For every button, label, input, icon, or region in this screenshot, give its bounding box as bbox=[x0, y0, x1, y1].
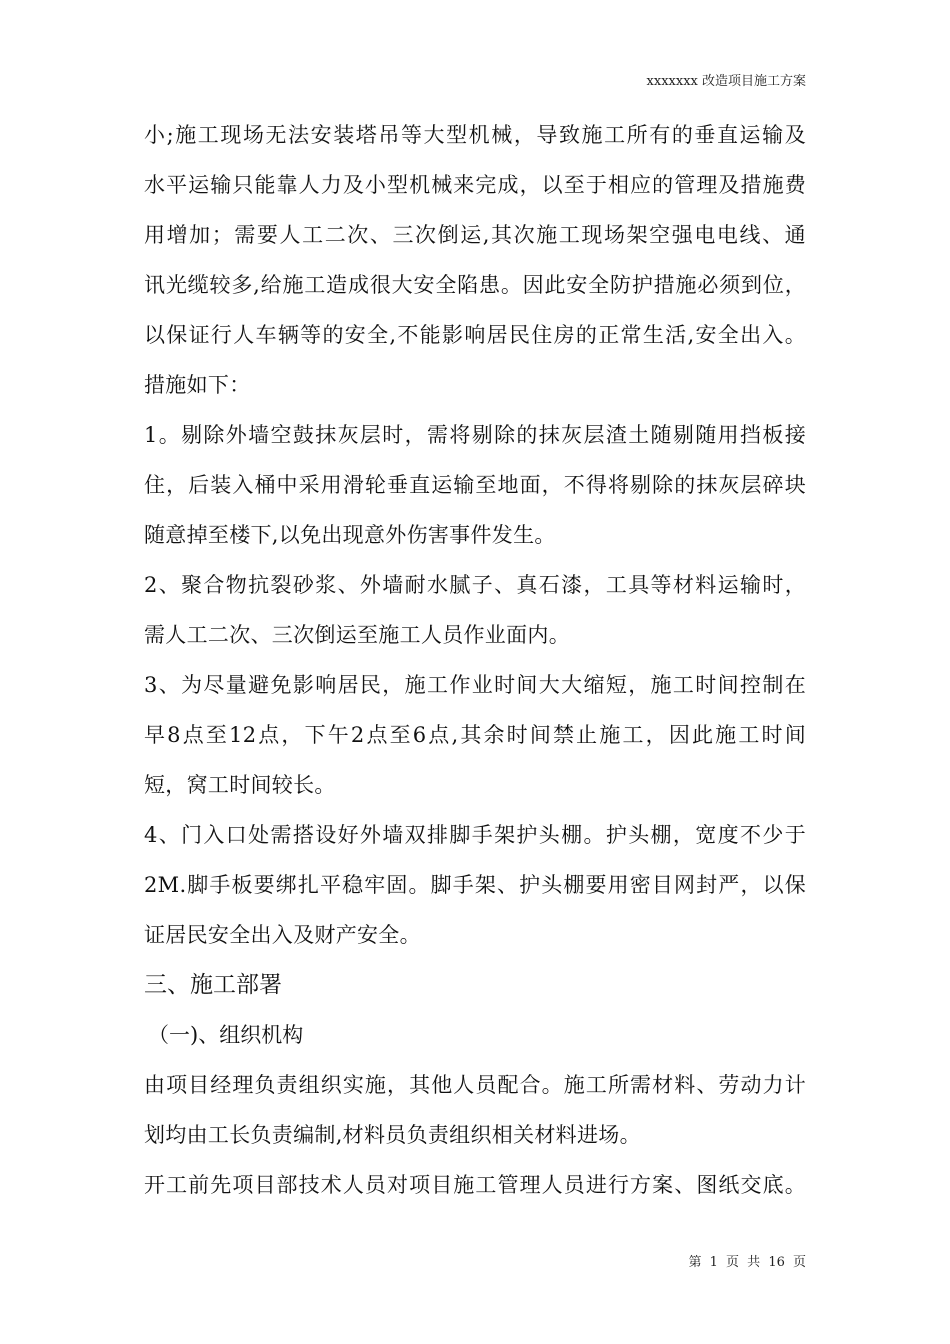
body-line: 4、门入口处需搭设好外墙双排脚手架护头棚。护头棚，宽度不少于 bbox=[144, 823, 806, 847]
document-body bbox=[144, 110, 806, 1210]
body-line: 2M.脚手板要绑扎平稳牢固。脚手架、护头棚要用密目网封严，以保 bbox=[144, 873, 806, 897]
body-line: 讯光缆较多,给施工造成很大安全陷患。因此安全防护措施必须到位， bbox=[144, 273, 806, 297]
section-heading: 三、施工部署 bbox=[144, 972, 282, 998]
page-header: xxxxxxx 改造项目施工方案 bbox=[646, 74, 806, 89]
body-line: 证居民安全出入及财产安全。 bbox=[144, 923, 421, 947]
body-line: 小;施工现场无法安装塔吊等大型机械，导致施工所有的垂直运输及 bbox=[144, 123, 806, 147]
body-line: 开工前先项目部技术人员对项目施工管理人员进行方案、图纸交底。 bbox=[144, 1173, 806, 1197]
body-line: 早8点至12点，下午2点至6点,其余时间禁止施工，因此施工时间 bbox=[144, 723, 806, 747]
subsection-heading: （一)、组织机构 bbox=[148, 1023, 304, 1047]
body-line: 由项目经理负责组织实施，其他人员配合。施工所需材料、劳动力计 bbox=[144, 1073, 806, 1097]
body-line: 以保证行人车辆等的安全,不能影响居民住房的正常生活,安全出入。 bbox=[144, 323, 806, 347]
page-number: 第 1 页 共 16 页 bbox=[688, 1255, 806, 1270]
body-line: 1。剔除外墙空鼓抹灰层时，需将剔除的抹灰层渣土随剔随用挡板接 bbox=[144, 423, 806, 447]
body-line: 用增加；需要人工二次、三次倒运,其次施工现场架空强电电线、通 bbox=[144, 223, 806, 247]
body-line: 需人工二次、三次倒运至施工人员作业面内。 bbox=[144, 623, 570, 647]
body-line: 划均由工长负责编制,材料员负责组织相关材料进场。 bbox=[144, 1123, 641, 1147]
body-line: 短，窝工时间较长。 bbox=[144, 773, 336, 797]
body-line: 随意掉至楼下,以免出现意外伤害事件发生。 bbox=[144, 523, 556, 547]
body-line: 3、为尽量避免影响居民，施工作业时间大大缩短，施工时间控制在 bbox=[144, 673, 806, 697]
body-line: 2、聚合物抗裂砂浆、外墙耐水腻子、真石漆，工具等材料运输时， bbox=[144, 573, 806, 597]
body-line: 措施如下： bbox=[144, 373, 251, 397]
body-line: 住，后装入桶中采用滑轮垂直运输至地面，不得将剔除的抹灰层碎块 bbox=[144, 473, 806, 497]
body-line: 水平运输只能靠人力及小型机械来完成，以至于相应的管理及措施费 bbox=[144, 173, 806, 197]
